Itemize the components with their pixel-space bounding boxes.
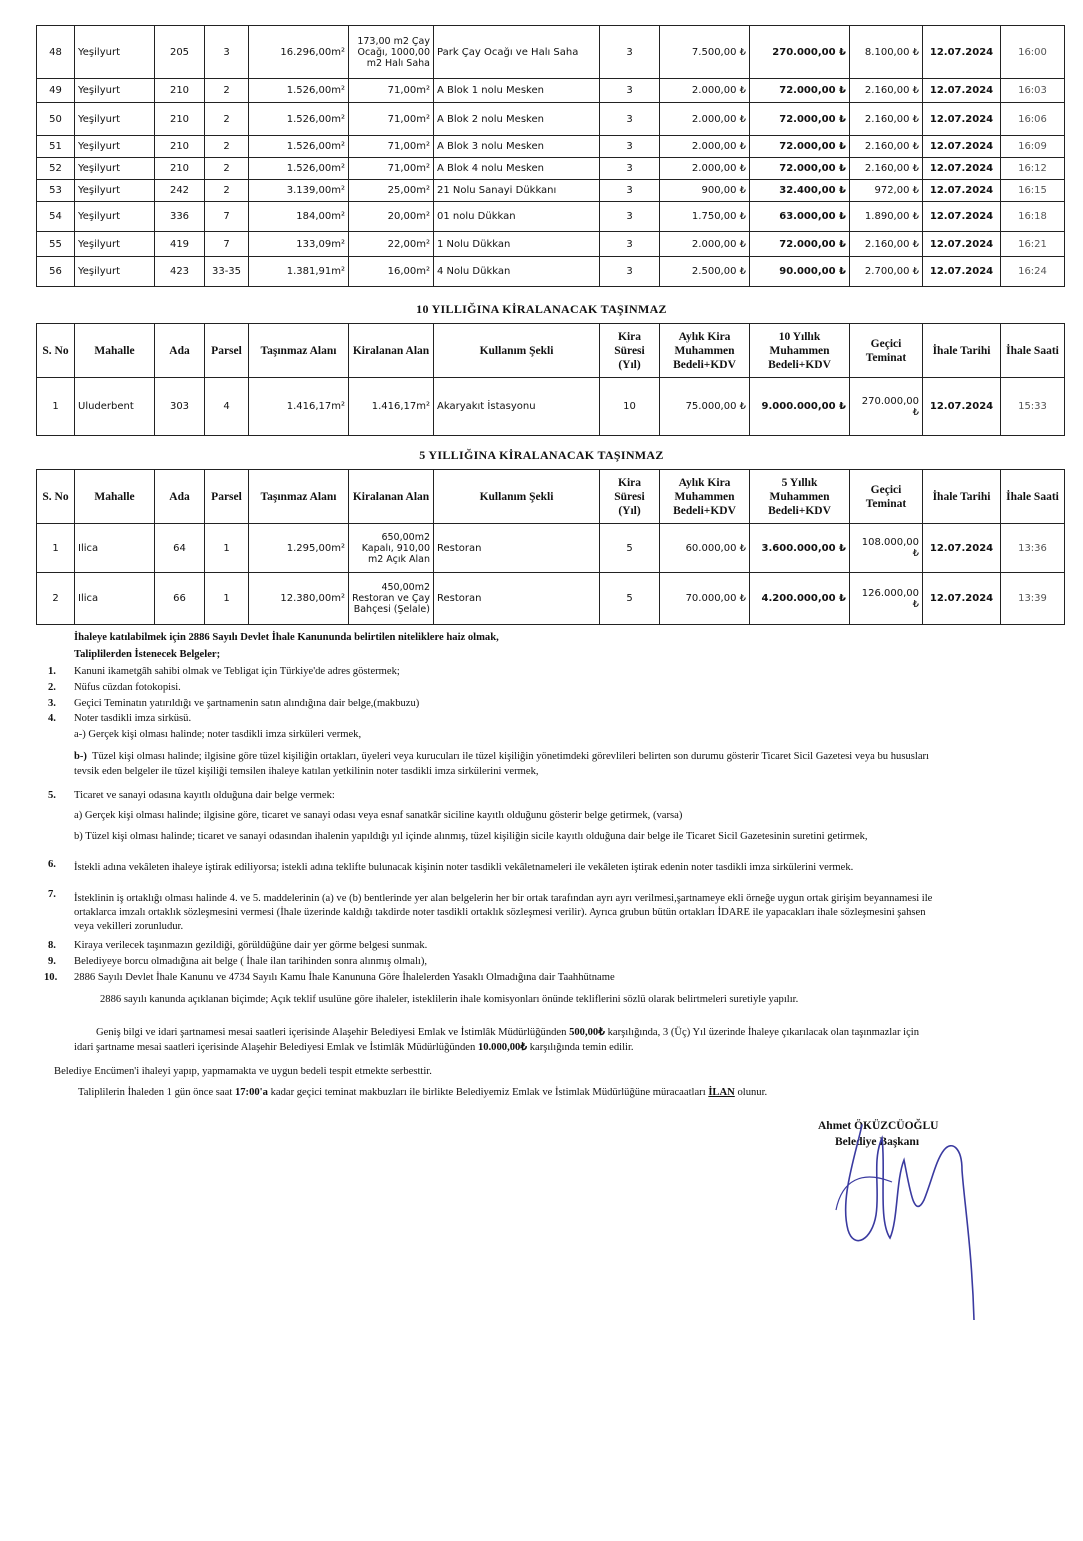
cell-kiralanan: 71,00m² <box>349 79 434 103</box>
cell-ada: 336 <box>155 202 205 232</box>
table-5-header <box>37 470 1065 524</box>
header-alan: Taşınmaz Alanı <box>249 470 349 524</box>
cell-alan: 1.526,00m² <box>249 79 349 103</box>
cell-parsel: 33-35 <box>205 257 249 287</box>
cell-sure: 3 <box>600 180 660 202</box>
header-parsel: Parsel <box>205 470 249 524</box>
cell-kullanim: Restoran <box>434 573 600 625</box>
cell-kiralanan: 71,00m² <box>349 158 434 180</box>
cell-mahalle: Yeşilyurt <box>75 202 155 232</box>
table-row <box>37 524 1065 573</box>
cell-teminat: 126.000,00 ₺ <box>850 573 923 625</box>
cell-teminat: 8.100,00 ₺ <box>850 26 923 79</box>
item-4b-cont: tevsik eden belgeler ile tüzel kişiliği temsilen ihaleye katılan yetkilinin noter tasdikli imza sirkülerini vermek, <box>74 766 539 777</box>
cell-sure: 3 <box>600 158 660 180</box>
header-tarih: İhale Tarihi <box>923 470 1001 524</box>
cell-kiralanan: 450,00m2 Restoran ve Çay Bahçesi (Şelale) <box>349 573 434 625</box>
item-8: Kiraya verilecek taşınmazın gezildiği, görüldüğüne dair yer görme belgesi sunmak. <box>74 940 428 951</box>
cell-sure: 3 <box>600 202 660 232</box>
section-5-title: 5 YILLIĞINA KİRALANACAK TAŞINMAZ <box>419 448 664 462</box>
cell-toplam: 4.200.000,00 ₺ <box>750 573 850 625</box>
paragraph-deadline <box>78 1086 767 1099</box>
cell-toplam: 9.000.000,00 ₺ <box>750 378 850 436</box>
cell-alan: 1.526,00m² <box>249 103 349 136</box>
deadline-text: kadar geçici teminat makbuzları ile birlikte Belediyemiz Emlak ve İstimlak Müdürlüğüne müracaatları <box>270 1087 706 1098</box>
paragraph-info-line-2 <box>74 1041 634 1054</box>
deadline-text: olunur. <box>737 1087 768 1098</box>
cell-alan: 184,00m² <box>249 202 349 232</box>
cell-tarih: 12.07.2024 <box>923 136 1001 158</box>
header-sure: Kira Süresi (Yıl) <box>600 470 660 524</box>
cell-no: 49 <box>37 79 75 103</box>
item-number: 5. <box>48 790 56 801</box>
item-1: Kanuni ikametgâh sahibi olmak ve Tebligat için Türkiye'de adres göstermek; <box>74 666 400 677</box>
cell-teminat: 108.000,00 ₺ <box>850 524 923 573</box>
cell-parsel: 2 <box>205 103 249 136</box>
cell-teminat: 2.700,00 ₺ <box>850 257 923 287</box>
cell-ada: 423 <box>155 257 205 287</box>
header-row <box>37 324 1065 378</box>
cell-ada: 303 <box>155 378 205 436</box>
cell-sure: 3 <box>600 26 660 79</box>
cell-parsel: 7 <box>205 232 249 257</box>
cell-teminat: 972,00 ₺ <box>850 180 923 202</box>
fee-amount: 10.000,00₺ <box>477 1042 528 1053</box>
cell-aylik: 900,00 ₺ <box>660 180 750 202</box>
cell-kullanim: 4 Nolu Dükkan <box>434 257 600 287</box>
signature-image <box>832 1120 1002 1320</box>
cell-kiralanan: 22,00m² <box>349 232 434 257</box>
item-number: 6. <box>48 859 56 870</box>
cell-ada: 210 <box>155 79 205 103</box>
header-aylik: Aylık Kira Muhammen Bedeli+KDV <box>660 470 750 524</box>
cell-aylik: 2.000,00 ₺ <box>660 158 750 180</box>
item-number: 8. <box>48 940 56 951</box>
cell-saat: 16:18 <box>1001 202 1065 232</box>
cell-aylik: 1.750,00 ₺ <box>660 202 750 232</box>
paragraph-council: Belediye Encümen'i ihaleyi yapıp, yapmamakta ve uygun bedeli tespit etmekte serbesttir. <box>54 1066 432 1077</box>
table-row <box>37 103 1065 136</box>
fee-amount: 500,00₺ <box>569 1027 605 1038</box>
cell-teminat: 2.160,00 ₺ <box>850 232 923 257</box>
cell-mahalle: Yeşilyurt <box>75 232 155 257</box>
cell-kullanim: A Blok 4 nolu Mesken <box>434 158 600 180</box>
info-text: Geniş bilgi ve idari şartnamesi mesai saatleri içerisinde Alaşehir Belediyesi Emlak ve İstimlâk Müdürlüğünden <box>96 1027 567 1038</box>
cell-parsel: 1 <box>205 524 249 573</box>
cell-sure: 3 <box>600 232 660 257</box>
cell-aylik: 2.000,00 ₺ <box>660 232 750 257</box>
item-number: 9. <box>48 956 56 967</box>
header-alan: Taşınmaz Alanı <box>249 324 349 378</box>
cell-mahalle: Yeşilyurt <box>75 103 155 136</box>
cell-aylik: 2.000,00 ₺ <box>660 103 750 136</box>
cell-tarih: 12.07.2024 <box>923 180 1001 202</box>
cell-sure: 5 <box>600 524 660 573</box>
header-parsel: Parsel <box>205 324 249 378</box>
cell-toplam: 72.000,00 ₺ <box>750 103 850 136</box>
item-7-line-2: ortaklarca imzalı ortaklık sözleşmesini vermesi (İhale üzerinde kaldığı takdirde noter tasdikli ortaklık sözleşmesi verilir). Ayrıca grubun bütün ortakları İDARE ile yapacakları ihale sözleşmesini şahsen <box>74 907 926 918</box>
cell-no: 51 <box>37 136 75 158</box>
cell-alan: 1.526,00m² <box>249 158 349 180</box>
cell-kullanim: 1 Nolu Dükkan <box>434 232 600 257</box>
cell-toplam: 32.400,00 ₺ <box>750 180 850 202</box>
item-4: Noter tasdikli imza sirküsü. <box>74 713 192 724</box>
item-6: İstekli adına vekâleten ihaleye iştirak ediliyorsa; istekli adına teklifte bulunacak kişinin noter tasdikli vekâletnameleri ile vekâleten iştirak edenin noter tasdikli imza sirkülerini vermek. <box>74 862 854 873</box>
item-number: 3. <box>48 698 56 709</box>
item-4a: a-) Gerçek kişi olması halinde; noter tasdikli imza sirküleri vermek, <box>74 729 362 740</box>
header-toplam: 10 Yıllık Muhammen Bedeli+KDV <box>750 324 850 378</box>
cell-kullanim: Park Çay Ocağı ve Halı Saha <box>434 26 600 79</box>
item-number: 2. <box>48 682 56 693</box>
cell-toplam: 72.000,00 ₺ <box>750 232 850 257</box>
cell-alan: 1.295,00m² <box>249 524 349 573</box>
cell-ada: 210 <box>155 103 205 136</box>
header-tarih: İhale Tarihi <box>923 324 1001 378</box>
cell-mahalle: Yeşilyurt <box>75 79 155 103</box>
cell-saat: 15:33 <box>1001 378 1065 436</box>
cell-saat: 16:24 <box>1001 257 1065 287</box>
header-kiralanan: Kiralanan Alan <box>349 470 434 524</box>
cell-toplam: 90.000,00 ₺ <box>750 257 850 287</box>
cell-ada: 242 <box>155 180 205 202</box>
header-no: S. No <box>37 324 75 378</box>
item-5b: b) Tüzel kişi olması halinde; ticaret ve sanayi odasından ihalenin yapıldığı yıl içinde alınmış, tüzel kişiliğin sicile kayıtlı olduğuna dair belge ile Ticaret Sicil Gazetesinin suretini getirmek, <box>74 831 868 842</box>
info-text: idari şartname mesai saatleri içerisinde Alaşehir Belediyesi Emlak ve İstimlâk Müdürlüğünden <box>74 1042 476 1053</box>
header-saat: İhale Saati <box>1001 324 1065 378</box>
cell-tarih: 12.07.2024 <box>923 378 1001 436</box>
cell-no: 56 <box>37 257 75 287</box>
cell-saat: 16:06 <box>1001 103 1065 136</box>
cell-kullanim: A Blok 2 nolu Mesken <box>434 103 600 136</box>
cell-alan: 1.526,00m² <box>249 136 349 158</box>
cell-aylik: 60.000,00 ₺ <box>660 524 750 573</box>
header-sure: Kira Süresi (Yıl) <box>600 324 660 378</box>
signatory-name: Ahmet ÖKÜZCÜOĞLU <box>818 1120 939 1132</box>
cell-kiralanan: 71,00m² <box>349 136 434 158</box>
cell-ada: 210 <box>155 158 205 180</box>
cell-kullanim: 21 Nolu Sanayi Dükkanı <box>434 180 600 202</box>
cell-parsel: 2 <box>205 79 249 103</box>
cell-toplam: 72.000,00 ₺ <box>750 79 850 103</box>
cell-aylik: 70.000,00 ₺ <box>660 573 750 625</box>
info-text: karşılığında temin edilir. <box>529 1042 634 1053</box>
cell-alan: 3.139,00m² <box>249 180 349 202</box>
cell-kiralanan: 1.416,17m² <box>349 378 434 436</box>
intro-line-2: Taliplilerden İstenecek Belgeler; <box>74 649 221 660</box>
table-10-header <box>37 324 1065 378</box>
cell-mahalle: Ilica <box>75 573 155 625</box>
item-number: 4. <box>48 713 56 724</box>
cell-ada: 205 <box>155 26 205 79</box>
cell-tarih: 12.07.2024 <box>923 26 1001 79</box>
item-10: 2886 Sayılı Devlet İhale Kanunu ve 4734 Sayılı Kamu İhale Kanununa Göre İhalelerden Yasaklı Olmadığına dair Taahhütname <box>74 972 615 983</box>
header-kullanim: Kullanım Şekli <box>434 470 600 524</box>
cell-aylik: 2.000,00 ₺ <box>660 79 750 103</box>
item-9: Belediyeye borcu olmadığına ait belge ( İhale ilan tarihinden sonra alınmış olmalı), <box>74 956 428 967</box>
cell-tarih: 12.07.2024 <box>923 158 1001 180</box>
cell-alan: 16.296,00m² <box>249 26 349 79</box>
item-7-line-1: İsteklinin iş ortaklığı olması halinde 4. ve 5. maddelerinin (a) ve (b) bentlerinde yer alan belgelerin her bir ortak tarafından ayrı ayrı verilmesi,şartnameye ekli örneğe uygun ortak girişim beyannamesi ile <box>74 893 933 904</box>
cell-mahalle: Yeşilyurt <box>75 257 155 287</box>
item-4b-label: b-) <box>74 751 87 762</box>
table-row <box>37 136 1065 158</box>
table-row <box>37 158 1065 180</box>
header-ada: Ada <box>155 324 205 378</box>
cell-sure: 5 <box>600 573 660 625</box>
cell-parsel: 1 <box>205 573 249 625</box>
cell-alan: 133,09m² <box>249 232 349 257</box>
cell-mahalle: Yeşilyurt <box>75 158 155 180</box>
cell-saat: 16:09 <box>1001 136 1065 158</box>
cell-teminat: 270.000,00 ₺ <box>850 378 923 436</box>
cell-kiralanan: 71,00m² <box>349 103 434 136</box>
cell-saat: 13:39 <box>1001 573 1065 625</box>
header-kiralanan: Kiralanan Alan <box>349 324 434 378</box>
table-row <box>37 26 1065 79</box>
table-row <box>37 202 1065 232</box>
cell-mahalle: Uluderbent <box>75 378 155 436</box>
item-3: Geçici Teminatın yatırıldığı ve şartnamenin satın alındığına dair belge,(makbuzu) <box>74 698 420 709</box>
cell-tarih: 12.07.2024 <box>923 79 1001 103</box>
cell-no: 52 <box>37 158 75 180</box>
header-no: S. No <box>37 470 75 524</box>
header-saat: İhale Saati <box>1001 470 1065 524</box>
cell-teminat: 1.890,00 ₺ <box>850 202 923 232</box>
header-row <box>37 470 1065 524</box>
header-toplam: 5 Yıllık Muhammen Bedeli+KDV <box>750 470 850 524</box>
cell-sure: 3 <box>600 79 660 103</box>
cell-kullanim: Restoran <box>434 524 600 573</box>
cell-parsel: 2 <box>205 136 249 158</box>
cell-alan: 1.381,91m² <box>249 257 349 287</box>
cell-mahalle: Yeşilyurt <box>75 136 155 158</box>
cell-ada: 210 <box>155 136 205 158</box>
table-row <box>37 232 1065 257</box>
cell-sure: 3 <box>600 103 660 136</box>
cell-no: 1 <box>37 378 75 436</box>
cell-teminat: 2.160,00 ₺ <box>850 136 923 158</box>
header-ada: Ada <box>155 470 205 524</box>
cell-aylik: 7.500,00 ₺ <box>660 26 750 79</box>
paragraph-open-bid: 2886 sayılı kanunda açıklanan biçimde; Açık teklif usulüne göre ihaleler, isteklilerin ihale komisyonları önünde tekliflerini sözlü olarak belirtmeleri suretiyle yapılır. <box>100 994 799 1005</box>
table-10-body <box>37 378 1065 436</box>
cell-parsel: 2 <box>205 158 249 180</box>
cell-tarih: 12.07.2024 <box>923 103 1001 136</box>
cell-alan: 12.380,00m² <box>249 573 349 625</box>
cell-sure: 3 <box>600 136 660 158</box>
intro-line-1: İhaleye katılabilmek için 2886 Sayılı Devlet İhale Kanununda belirtilen niteliklere haiz olmak, <box>74 632 499 643</box>
cell-mahalle: Ilica <box>75 524 155 573</box>
cell-no: 50 <box>37 103 75 136</box>
cell-mahalle: Yeşilyurt <box>75 180 155 202</box>
cell-no: 2 <box>37 573 75 625</box>
cell-parsel: 3 <box>205 26 249 79</box>
cell-aylik: 2.500,00 ₺ <box>660 257 750 287</box>
cell-saat: 16:21 <box>1001 232 1065 257</box>
cell-tarih: 12.07.2024 <box>923 202 1001 232</box>
cell-kullanim: 01 nolu Dükkan <box>434 202 600 232</box>
table-row <box>37 180 1065 202</box>
item-number: 10. <box>44 972 58 983</box>
cell-tarih: 12.07.2024 <box>923 573 1001 625</box>
cell-kiralanan: 25,00m² <box>349 180 434 202</box>
cell-parsel: 2 <box>205 180 249 202</box>
cell-ada: 64 <box>155 524 205 573</box>
cell-teminat: 2.160,00 ₺ <box>850 158 923 180</box>
header-mahalle: Mahalle <box>75 470 155 524</box>
cell-saat: 16:15 <box>1001 180 1065 202</box>
cell-toplam: 72.000,00 ₺ <box>750 136 850 158</box>
cell-no: 55 <box>37 232 75 257</box>
cell-kullanim: A Blok 1 nolu Mesken <box>434 79 600 103</box>
cell-aylik: 75.000,00 ₺ <box>660 378 750 436</box>
item-number: 7. <box>48 889 56 900</box>
cell-saat: 16:00 <box>1001 26 1065 79</box>
section-10-title: 10 YILLIĞINA KİRALANACAK TAŞINMAZ <box>416 302 667 316</box>
properties-3-year-table <box>36 25 1065 287</box>
ilan-word: İLAN <box>708 1087 735 1098</box>
header-aylik: Aylık Kira Muhammen Bedeli+KDV <box>660 324 750 378</box>
cell-no: 53 <box>37 180 75 202</box>
cell-sure: 10 <box>600 378 660 436</box>
cell-no: 54 <box>37 202 75 232</box>
header-teminat: Geçici Teminat <box>850 324 923 378</box>
table-5-body <box>37 524 1065 625</box>
cell-tarih: 12.07.2024 <box>923 257 1001 287</box>
cell-ada: 66 <box>155 573 205 625</box>
cell-ada: 419 <box>155 232 205 257</box>
cell-teminat: 2.160,00 ₺ <box>850 103 923 136</box>
cell-kiralanan: 173,00 m2 Çay Ocağı, 1000,00 m2 Halı Saha <box>349 26 434 79</box>
cell-aylik: 2.000,00 ₺ <box>660 136 750 158</box>
table-row <box>37 573 1065 625</box>
item-2: Nüfus cüzdan fotokopisi. <box>74 682 181 693</box>
cell-kiralanan: 650,00m2 Kapalı, 910,00 m2 Açık Alan <box>349 524 434 573</box>
cell-no: 1 <box>37 524 75 573</box>
properties-10-year-table <box>36 323 1065 436</box>
header-teminat: Geçici Teminat <box>850 470 923 524</box>
item-4b: Tüzel kişi olması halinde; ilgisine göre tüzel kişiliğin ortakları, üyeleri veya kurucuları ile tüzel kişiliğin yönetimdeki görevlileri belirten son durumu gösterir Ticaret Sicil Gazetesi veya bu hususları <box>92 751 929 762</box>
item-number: 1. <box>48 666 56 677</box>
table-row <box>37 79 1065 103</box>
cell-kullanim: A Blok 3 nolu Mesken <box>434 136 600 158</box>
info-text: karşılığında, 3 (Üç) Yıl üzerinde İhaleye çıkarılacak olan taşınmazlar için <box>607 1027 920 1038</box>
cell-no: 48 <box>37 26 75 79</box>
cell-saat: 16:03 <box>1001 79 1065 103</box>
table-row <box>37 378 1065 436</box>
cell-tarih: 12.07.2024 <box>923 232 1001 257</box>
header-kullanim: Kullanım Şekli <box>434 324 600 378</box>
cell-saat: 16:12 <box>1001 158 1065 180</box>
item-5a: a) Gerçek kişi olması halinde; ilgisine göre, ticaret ve sanayi odası veya esnaf sanatkâr siciline kayıtlı olduğunu gösterir belge getirmek, (varsa) <box>74 810 683 821</box>
cell-kiralanan: 16,00m² <box>349 257 434 287</box>
cell-sure: 3 <box>600 257 660 287</box>
item-7-line-3: veya vekilleri zorunludur. <box>74 921 184 932</box>
cell-parsel: 4 <box>205 378 249 436</box>
item-5: Ticaret ve sanayi odasına kayıtlı olduğuna dair belge vermek: <box>74 790 335 801</box>
cell-kullanim: Akaryakıt İstasyonu <box>434 378 600 436</box>
cell-kiralanan: 20,00m² <box>349 202 434 232</box>
cell-tarih: 12.07.2024 <box>923 524 1001 573</box>
table-row <box>37 257 1065 287</box>
top-table-body <box>37 26 1065 287</box>
cell-toplam: 270.000,00 ₺ <box>750 26 850 79</box>
cell-parsel: 7 <box>205 202 249 232</box>
deadline-time: 17:00'a <box>234 1087 268 1098</box>
paragraph-info-line-1 <box>96 1026 919 1039</box>
cell-toplam: 3.600.000,00 ₺ <box>750 524 850 573</box>
header-mahalle: Mahalle <box>75 324 155 378</box>
cell-alan: 1.416,17m² <box>249 378 349 436</box>
cell-mahalle: Yeşilyurt <box>75 26 155 79</box>
signatory-title: Belediye Başkanı <box>835 1136 920 1148</box>
properties-5-year-table <box>36 469 1065 625</box>
deadline-text: Taliplilerin İhaleden 1 gün önce saat <box>78 1087 233 1098</box>
cell-toplam: 63.000,00 ₺ <box>750 202 850 232</box>
cell-toplam: 72.000,00 ₺ <box>750 158 850 180</box>
cell-teminat: 2.160,00 ₺ <box>850 79 923 103</box>
cell-saat: 13:36 <box>1001 524 1065 573</box>
